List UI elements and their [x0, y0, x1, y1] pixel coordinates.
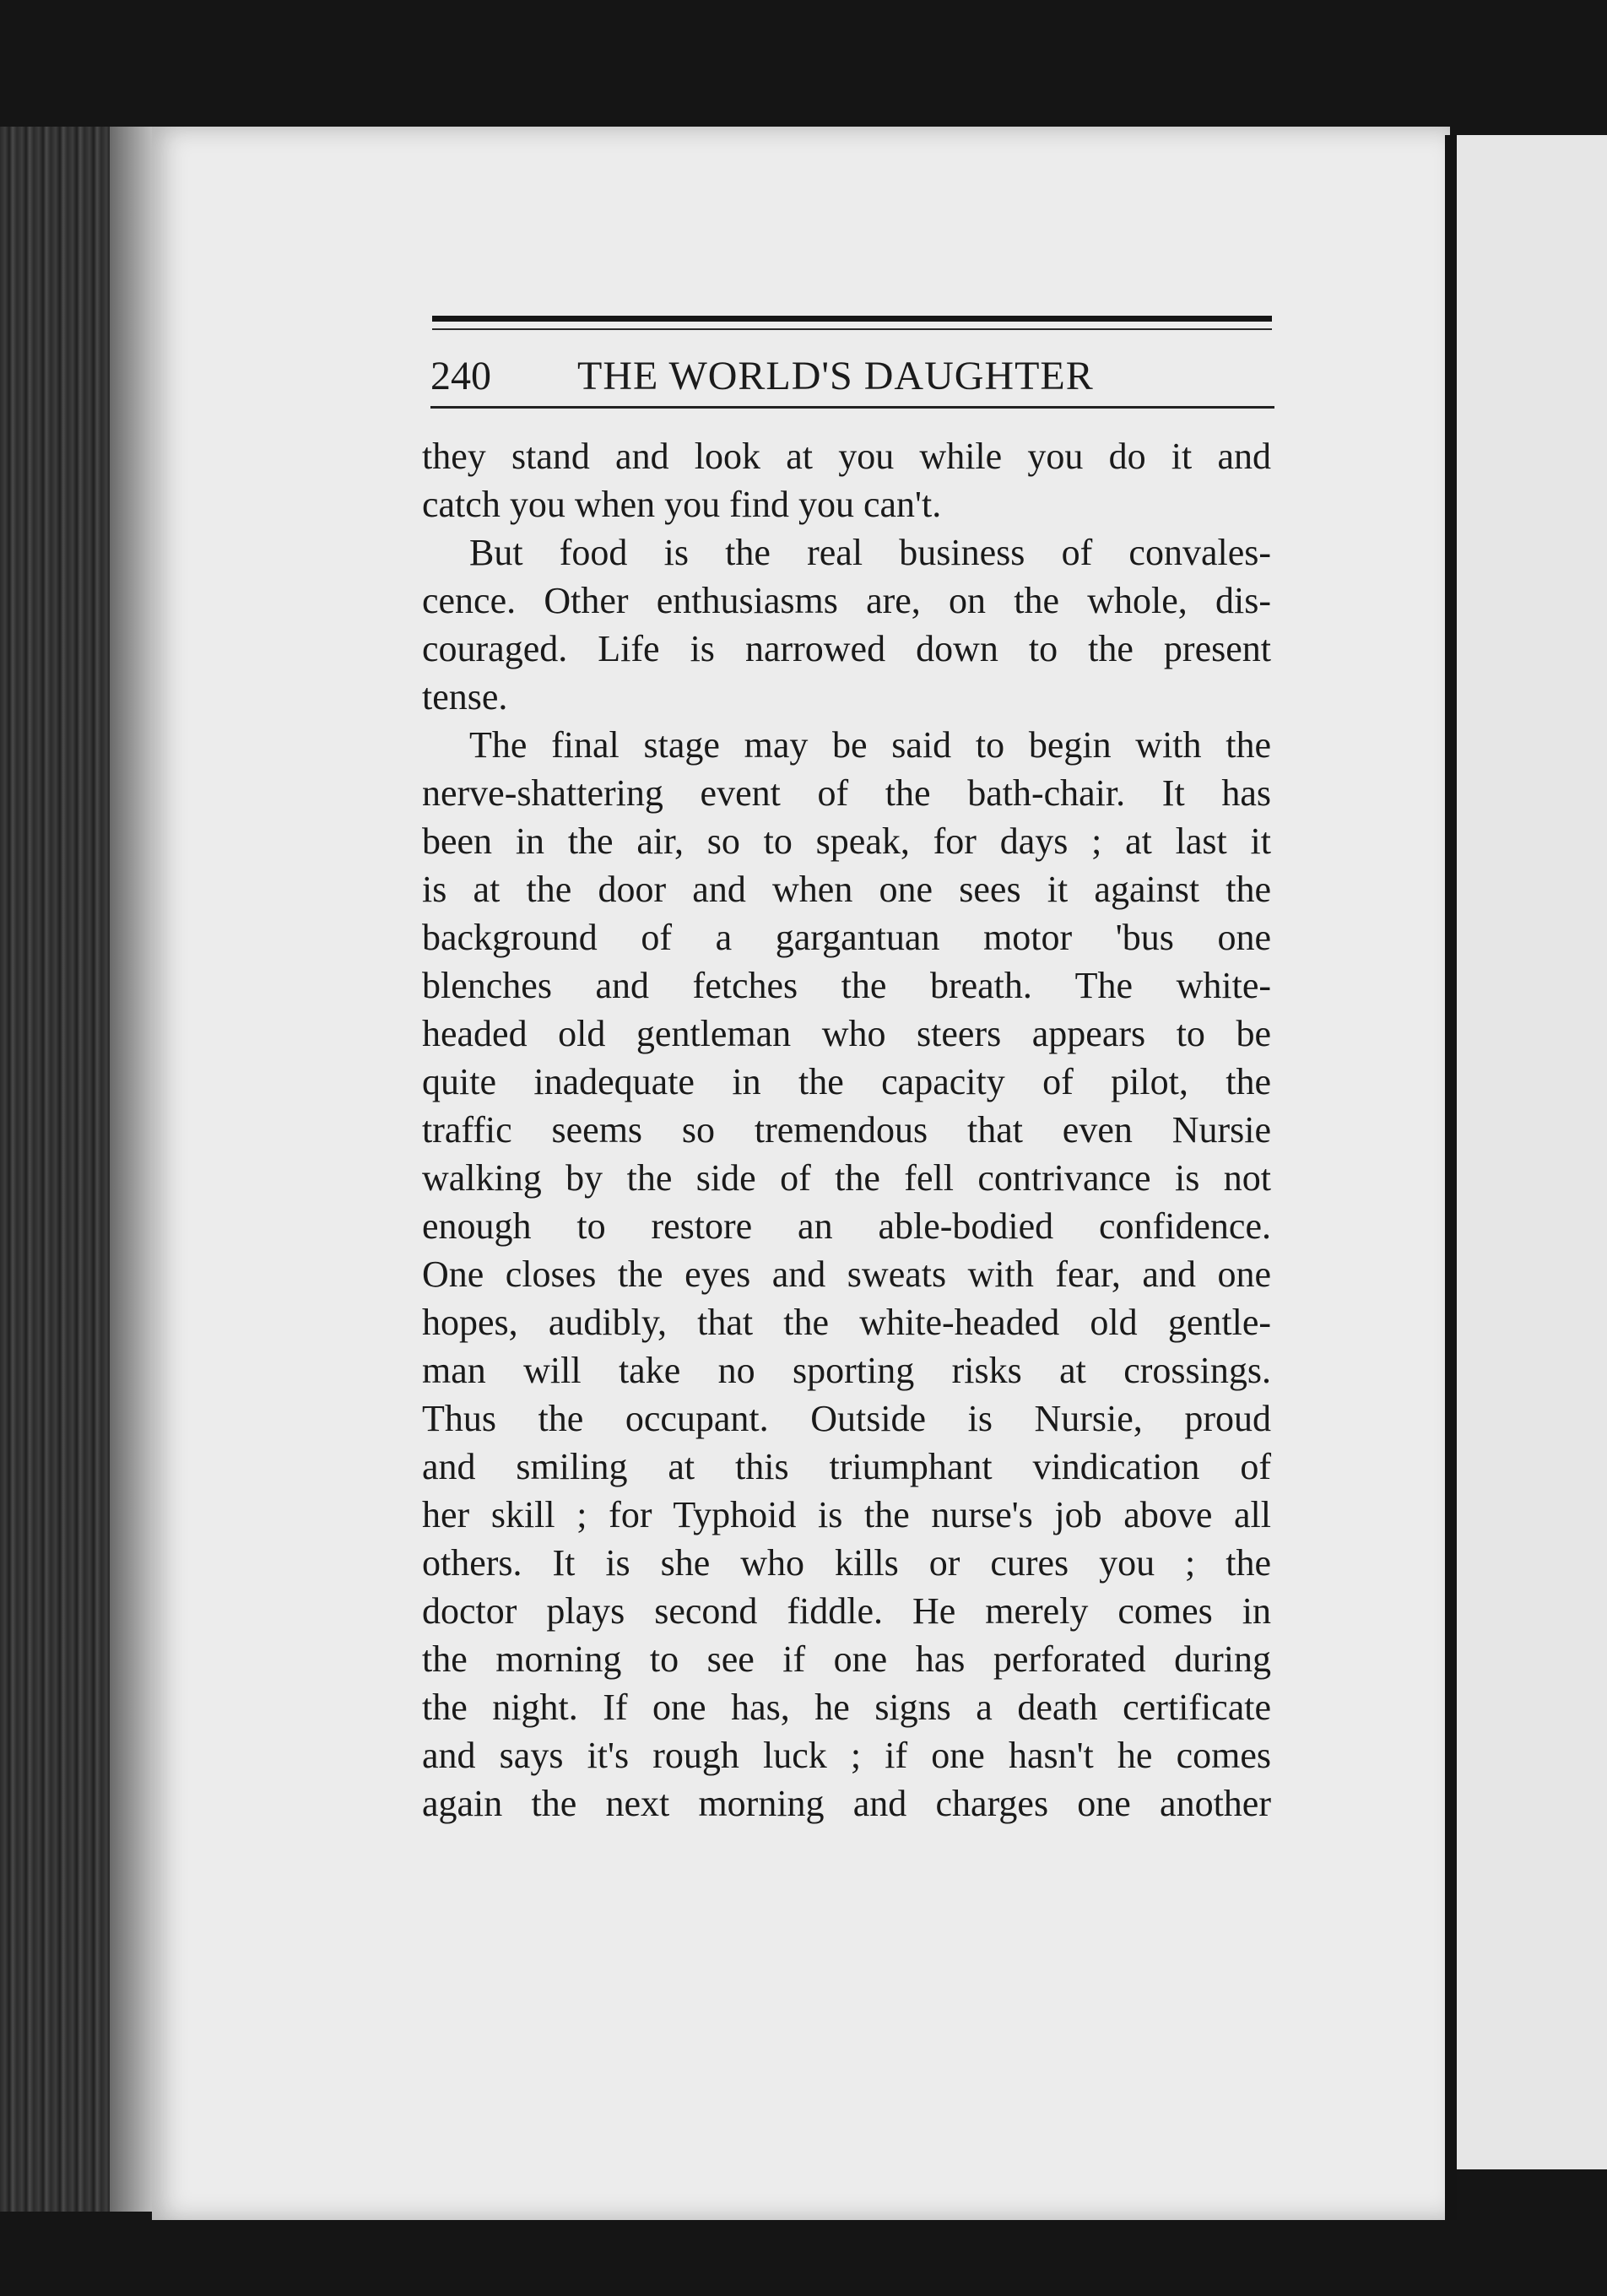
facing-page — [1457, 135, 1607, 2169]
top-rule-thick — [432, 316, 1272, 322]
text-line: couraged. Life is narrowed down to the present — [422, 628, 1271, 669]
text-line: One closes the eyes and sweats with fear, and one — [422, 1254, 1271, 1295]
text-line: But food is the real business of convales- — [469, 532, 1271, 573]
text-line: nerve-shattering event of the bath-chair. It has — [422, 772, 1271, 814]
body-text — [422, 432, 1271, 1828]
text-line: catch you when you find you can't. — [422, 484, 942, 525]
text-line: traffic seems so tremendous that even Nursie — [422, 1109, 1271, 1151]
text-line: and says it's rough luck ; if one hasn't he comes — [422, 1735, 1271, 1776]
text-line: the morning to see if one has perforated during — [422, 1638, 1271, 1680]
text-line: headed old gentleman who steers appears to be — [422, 1013, 1271, 1054]
header-rule — [430, 406, 1274, 409]
text-line: been in the air, so to speak, for days ; at last it — [422, 820, 1271, 862]
top-rule-thin — [432, 328, 1272, 330]
text-line: tense. — [422, 676, 508, 718]
text-line: Thus the occupant. Outside is Nursie, proud — [422, 1398, 1271, 1439]
text-line: her skill ; for Typhoid is the nurse's job above all — [422, 1494, 1271, 1535]
text-line: others. It is she who kills or cures you ; the — [422, 1542, 1271, 1584]
text-line: hopes, audibly, that the white-headed old gentle- — [422, 1302, 1271, 1343]
text-line: quite inadequate in the capacity of pilot, the — [422, 1061, 1271, 1102]
text-line: man will take no sporting risks at crossings. — [422, 1350, 1271, 1391]
text-line: blenches and fetches the breath. The white- — [422, 965, 1271, 1006]
text-line: enough to restore an able-bodied confidence. — [422, 1205, 1271, 1247]
text-line: and smiling at this triumphant vindication of — [422, 1446, 1271, 1487]
gutter — [1445, 135, 1457, 2220]
text-line: the night. If one has, he signs a death certificate — [422, 1687, 1271, 1728]
page-number: 240 — [430, 354, 491, 398]
text-line: again the next morning and charges one another — [422, 1783, 1271, 1824]
text-line: cence. Other enthusiasms are, on the whole, dis- — [422, 580, 1271, 621]
text-line: they stand and look at you while you do it and — [422, 436, 1271, 477]
text-line: background of a gargantuan motor 'bus one — [422, 917, 1271, 958]
book-title: THE WORLD'S DAUGHTER — [577, 354, 1094, 398]
text-line: is at the door and when one sees it against the — [422, 869, 1271, 910]
text-line: walking by the side of the fell contrivance is not — [422, 1157, 1271, 1199]
running-head — [430, 346, 1274, 400]
text-line: doctor plays second fiddle. He merely comes in — [422, 1590, 1271, 1632]
text-line: The final stage may be said to begin with the — [469, 724, 1271, 766]
